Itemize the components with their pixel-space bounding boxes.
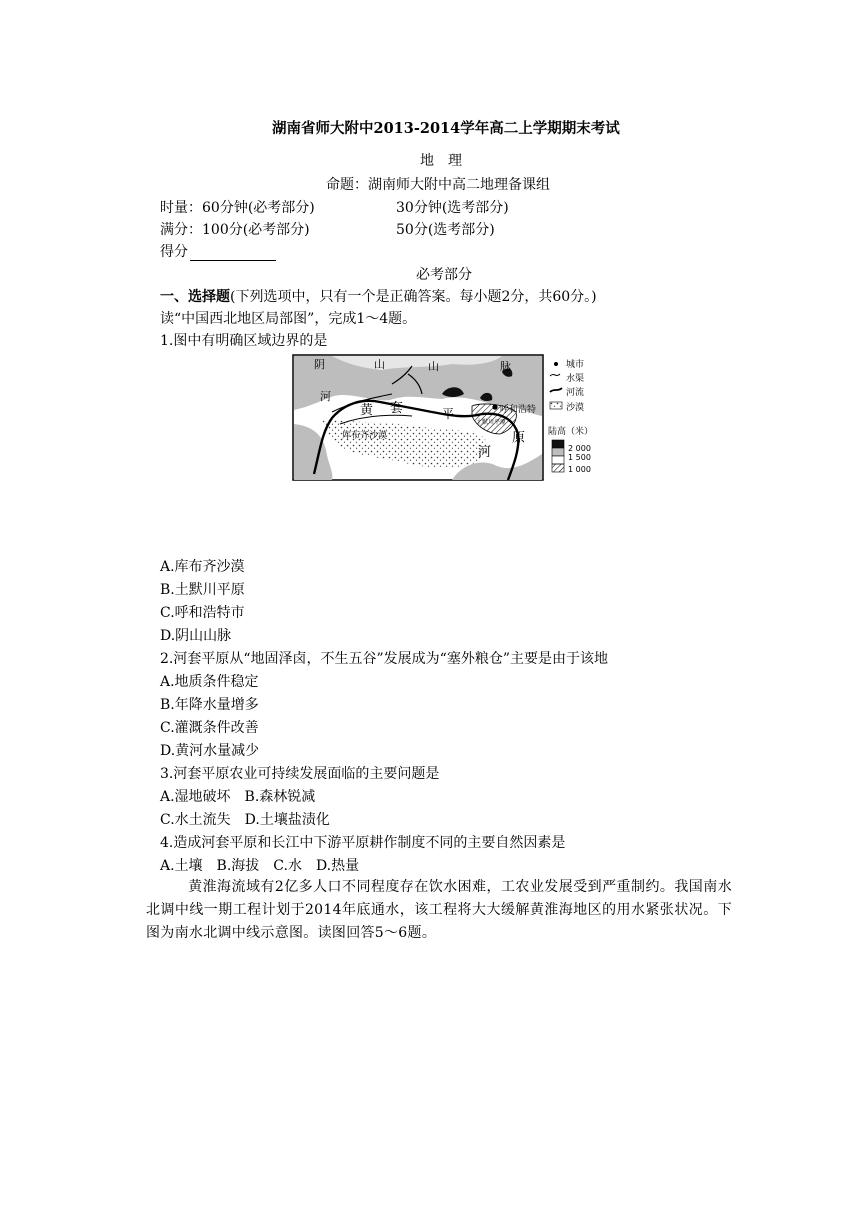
legend-desert-icon [550, 402, 562, 409]
northwest-china-map [292, 354, 612, 482]
legend-elev-high-icon [552, 440, 564, 448]
exam-title: 湖南省师大附中2013-2014学年高二上学期期末考试 [272, 120, 620, 137]
time-elective: 30分钟(选考部分) [396, 200, 509, 216]
map-label-shan-2: 山 [428, 360, 439, 373]
q1-option-d: D.阴山山脉 [160, 628, 232, 644]
map-label-yin: 阴 [314, 358, 325, 371]
legend-elev-mid-icon [552, 448, 564, 456]
legend-canal: 水渠 [566, 374, 585, 384]
q2-option-a: A.地质条件稳定 [160, 674, 259, 690]
map-label-ping: 平 [442, 407, 455, 421]
q1-option-c: C.呼和浩特市 [160, 605, 245, 621]
q2-option-c: C.灌溉条件改善 [160, 720, 259, 736]
section-heading [160, 288, 597, 306]
subject-title: 地 理 [420, 153, 462, 169]
question-4-stem: 4.造成河套平原和长江中下游平原耕作制度不同的主要自然因素是 [160, 835, 566, 851]
question-1-stem: 1.图中有明确区域边界的是 [160, 333, 328, 349]
score-elective: 50分(选考部分) [396, 222, 495, 238]
legend-city-icon [554, 362, 558, 366]
q1-option-a: A.库布齐沙漠 [160, 559, 245, 575]
map-label-yuan: 原 [512, 431, 526, 446]
author-line: 命题：湖南师大附中高二地理备课组 [326, 177, 550, 193]
map-label-plain-small: 土默川平原 [476, 419, 507, 426]
legend-river-icon [550, 388, 562, 392]
map-label-he-bottom: 河 [478, 445, 492, 460]
legend-elev-plain-icon [552, 464, 564, 472]
legend-canal-icon [550, 374, 560, 376]
question-3-stem: 3.河套平原农业可持续发展面临的主要问题是 [160, 766, 440, 782]
passage-paragraph [146, 876, 732, 945]
q2-option-d: D.黄河水量减少 [160, 743, 260, 759]
legend-elev-low-icon [552, 456, 564, 464]
legend-elev-1000: 1 000 [568, 465, 591, 474]
legend-river: 河流 [566, 388, 585, 398]
result-blank [190, 246, 276, 261]
legend-elevation-title: 陆高（米） [548, 427, 594, 437]
question-2-stem: 2.河套平原从“地固泽卤，不生五谷”发展成为“塞外粮仓”主要是由于该地 [160, 651, 608, 667]
score-required: 满分：100分(必考部分) [160, 222, 310, 238]
q3-options-line-1: A.湿地破坏 B.森林锐减 [160, 789, 316, 805]
map-label-mai: 脉 [500, 360, 511, 373]
legend-elev-1500: 1 500 [568, 453, 591, 462]
section-intro: 读“中国西北地区局部图”，完成1～4题。 [160, 311, 417, 327]
legend-city: 城市 [566, 360, 585, 370]
q4-options-line: A.土壤 B.海拔 C.水 D.热量 [160, 858, 360, 874]
time-required: 时量：60分钟(必考部分) [160, 200, 315, 216]
section-heading-bold: 一、选择题 [160, 289, 230, 305]
map-label-tao: 套 [390, 401, 404, 416]
map-label-he-left: 河 [320, 390, 331, 403]
q3-options-line-2: C.水土流失 D.土壤盐渍化 [160, 812, 330, 828]
section-heading-rest: (下列选项中，只有一个是正确答案。每小题2分，共60分。) [230, 289, 597, 305]
result-label: 得分 [160, 244, 188, 260]
passage-text: 黄淮海流域有2亿多人口不同程度存在饮水困难，工农业发展受到严重制约。我国南水北调中线一期工程计划于2014年底通水，该工程将大大缓解黄淮海地区的用水紧张状况。下图为南水北调中线示意图。读图回答5～6题。 [146, 879, 732, 941]
q2-option-b: B.年降水量增多 [160, 697, 259, 713]
q1-option-b: B.土默川平原 [160, 582, 245, 598]
section-required-title: 必考部分 [416, 267, 472, 283]
result-line [160, 243, 276, 261]
legend-elev-2000: 2 000 [568, 444, 591, 453]
map-label-huang: 黄 [360, 403, 374, 418]
map-label-shan-1: 山 [374, 358, 385, 371]
map-label-city: 呼和浩特 [500, 405, 537, 415]
map-label-desert: 库布齐沙漠 [342, 431, 388, 441]
legend-desert: 沙漠 [566, 403, 585, 413]
